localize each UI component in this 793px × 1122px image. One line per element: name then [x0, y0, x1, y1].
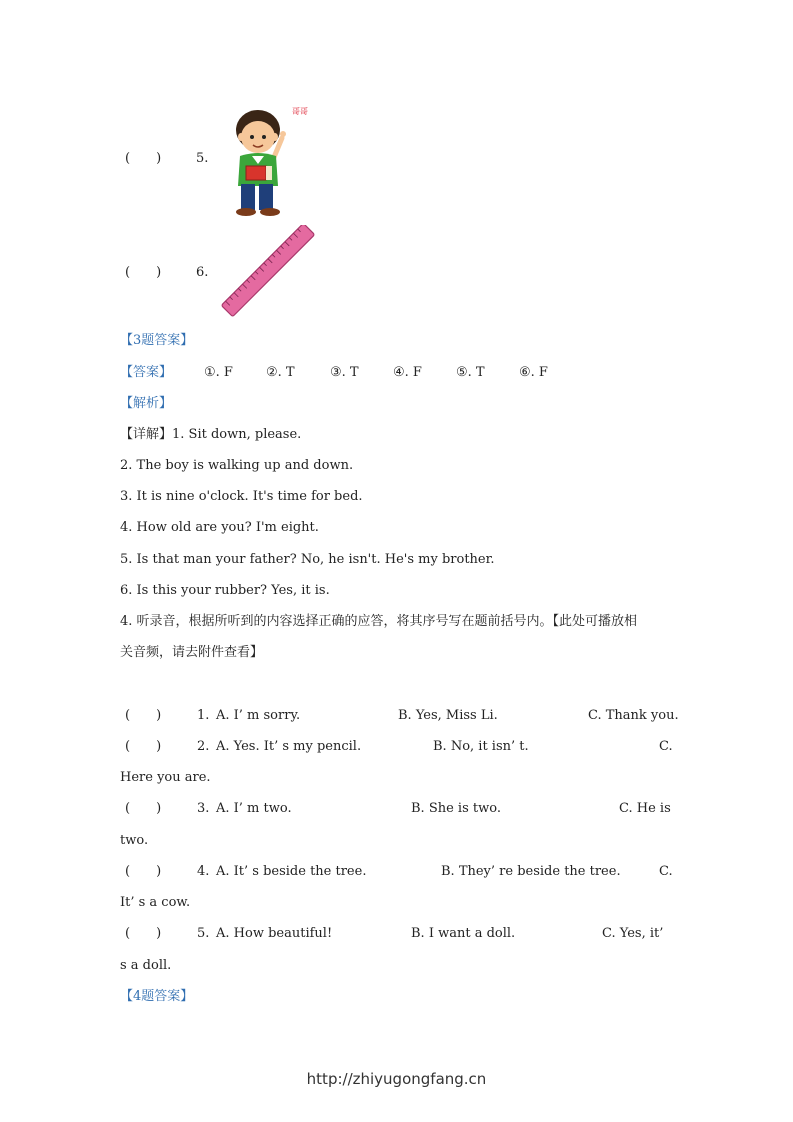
q4-row-5-continuation: s a doll. — [120, 958, 172, 973]
q4-row-2-option-c: C. — [659, 739, 673, 754]
answer-4: ④. F — [393, 365, 422, 380]
detail-label: 【详解】 — [120, 427, 173, 442]
q4-row-4-continuation: It’ s a cow. — [120, 895, 191, 910]
q4-row-1-paren: ( ) — [125, 708, 162, 723]
q4-row-4-number: 4. — [197, 864, 210, 879]
q4-row-1-option-b: B. Yes, Miss Li. — [398, 708, 498, 723]
boy-brother-picture — [222, 104, 308, 218]
q4-row-3-continuation: two. — [120, 833, 149, 848]
detail-line-3: 3. It is nine o'clock. It's time for bed. — [120, 489, 363, 504]
q4-row-2-option-b: B. No, it isn’ t. — [433, 739, 529, 754]
q4-row-1-option-c: C. Thank you. — [588, 708, 679, 723]
answer-1: ①. F — [204, 365, 233, 380]
detail-line-4: 4. How old are you? I'm eight. — [120, 520, 319, 535]
q4-row-5-option-c: C. Yes, it’ — [602, 926, 664, 941]
q3-item-6-paren: ( ) — [125, 265, 162, 280]
answer-6: ⑥. F — [519, 365, 548, 380]
q4-row-2-option-a: A. Yes. It’ s my pencil. — [216, 739, 362, 754]
q4-instruction-line-2: 关音频，请去附件查看】 — [120, 645, 264, 660]
ruler-picture — [218, 225, 318, 321]
detail-text-1: 1. Sit down, please. — [172, 427, 302, 442]
answer-label: 【答案】 — [120, 365, 173, 380]
q3-item-5-number: 5. — [196, 151, 209, 166]
detail-line-2: 2. The boy is walking up and down. — [120, 458, 354, 473]
q4-row-2-paren: ( ) — [125, 739, 162, 754]
q4-row-4-option-c: C. — [659, 864, 673, 879]
detail-line-5: 5. Is that man your father? No, he isn't. He's my brother. — [120, 552, 495, 567]
boy-bubble-label: 哥哥 — [292, 107, 308, 116]
q4-instruction-line-1: 4. 听录音，根据所听到的内容选择正确的应答，将其序号写在题前括号内。【此处可播放相 — [120, 614, 638, 629]
q4-row-4-option-a: A. It’ s beside the tree. — [216, 864, 367, 879]
q4-row-4-paren: ( ) — [125, 864, 162, 879]
detail-line-1 — [120, 426, 301, 444]
q4-row-2-continuation: Here you are. — [120, 770, 211, 785]
q3-answer-heading: 【3题答案】 — [120, 333, 194, 348]
q4-row-3-paren: ( ) — [125, 801, 162, 816]
answer-3: ③. T — [330, 365, 359, 380]
q4-row-3-option-a: A. I’ m two. — [216, 801, 292, 816]
q4-row-3-number: 3. — [197, 801, 210, 816]
q4-row-5-number: 5. — [197, 926, 210, 941]
q3-item-6-number: 6. — [196, 265, 209, 280]
footer-url[interactable]: http://zhiyugongfang.cn — [306, 1070, 487, 1088]
detail-line-6: 6. Is this your rubber? Yes, it is. — [120, 583, 330, 598]
q4-row-3-option-b: B. She is two. — [411, 801, 501, 816]
q4-row-4-option-b: B. They’ re beside the tree. — [441, 864, 621, 879]
q4-row-1-option-a: A. I’ m sorry. — [216, 708, 301, 723]
q4-row-2-number: 2. — [197, 739, 210, 754]
analysis-label: 【解析】 — [120, 396, 173, 411]
answer-2: ②. T — [266, 365, 295, 380]
q3-item-5-paren: ( ) — [125, 151, 162, 166]
answer-5: ⑤. T — [456, 365, 485, 380]
q4-answer-heading: 【4题答案】 — [120, 989, 194, 1004]
q4-row-5-option-a: A. How beautiful! — [216, 926, 333, 941]
q4-row-5-paren: ( ) — [125, 926, 162, 941]
q4-row-3-option-c: C. He is — [619, 801, 671, 816]
q4-row-1-number: 1. — [197, 708, 210, 723]
q4-row-5-option-b: B. I want a doll. — [411, 926, 516, 941]
